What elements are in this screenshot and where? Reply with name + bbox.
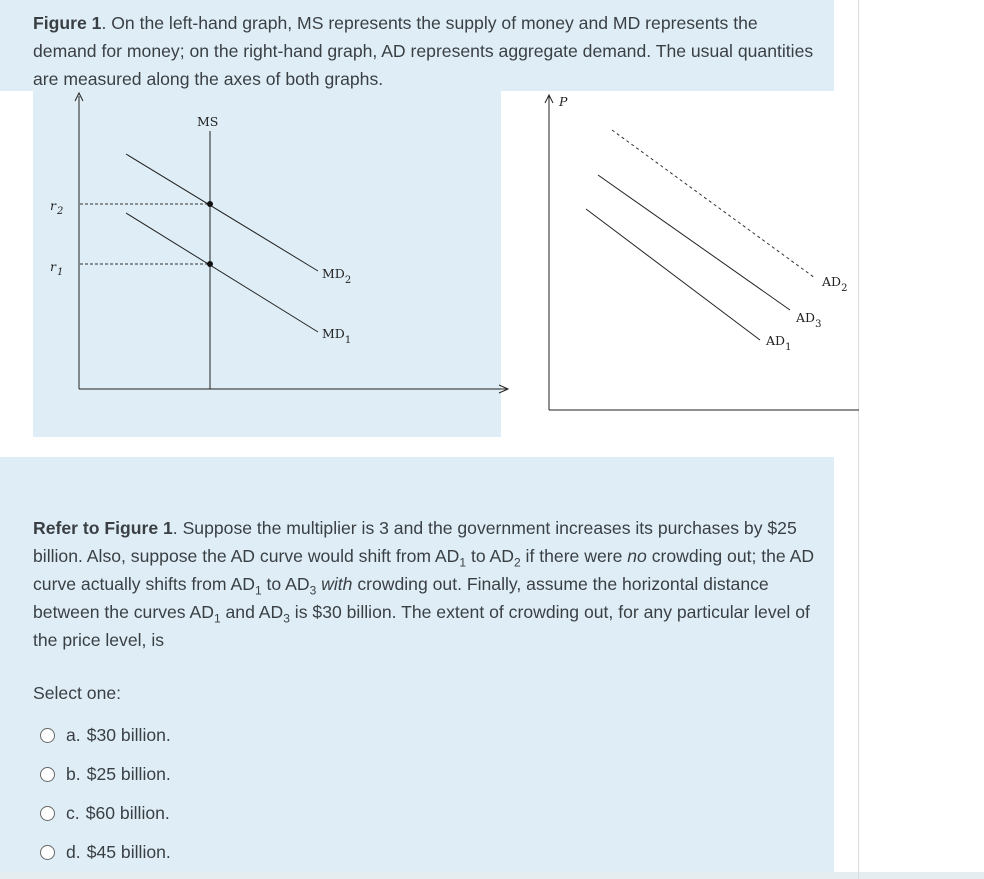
question-part: to AD (466, 546, 514, 566)
r2-label: r (50, 198, 56, 213)
ad2-sub: 2 (841, 283, 848, 294)
question-sub: 1 (459, 555, 467, 570)
md2-curve (126, 154, 318, 271)
option-letter: d. (66, 842, 81, 862)
option-letter: a. (66, 725, 81, 745)
question-text (33, 514, 823, 654)
question-part: and AD (220, 602, 284, 622)
question-part: is $30 billion. The extent of crowding out, for any particular level of the price level, is (33, 602, 810, 650)
question-sub: 1 (254, 583, 262, 598)
md2-sub: 2 (344, 275, 352, 286)
ad3-label: AD (796, 310, 816, 325)
svg-text:r1 (50, 259, 63, 278)
svg-text:AD2 (821, 274, 847, 294)
ad1-curve (586, 209, 760, 340)
r1-label: r (50, 259, 56, 274)
p-axis-label: P (559, 94, 568, 109)
question-sub: 2 (513, 555, 521, 570)
question-emphasis: with (321, 574, 353, 594)
question-sub: 3 (309, 583, 317, 598)
question-part: if there were (520, 546, 628, 566)
equilibrium-point-2 (207, 201, 213, 207)
option-a[interactable] (40, 716, 171, 755)
question-figure-ref: Refer to Figure 1 (33, 518, 173, 538)
ad3-sub: 3 (815, 319, 822, 330)
ad2-label: AD (822, 274, 842, 289)
md1-sub: 1 (344, 335, 352, 346)
r1-sub: 1 (56, 267, 64, 278)
answer-options (40, 716, 171, 872)
svg-text:MD2 (322, 266, 351, 286)
select-one-label: Select one: (33, 683, 122, 703)
radio-a[interactable] (40, 728, 55, 743)
ad1-label: AD (766, 333, 786, 348)
option-text: $45 billion. (86, 842, 171, 862)
option-text: $60 billion. (85, 803, 170, 823)
svg-text:r2 (50, 198, 63, 217)
question-sub: 3 (283, 611, 290, 626)
svg-text:AD1 (765, 333, 791, 353)
figure-caption-label: Figure 1 (33, 13, 102, 33)
question-part: to AD (261, 574, 310, 594)
equilibrium-point-1 (207, 261, 213, 267)
option-letter: c. (66, 803, 80, 823)
option-text: $25 billion. (86, 764, 171, 784)
md2-label: MD (322, 266, 345, 281)
ad1-sub: 1 (785, 342, 792, 353)
r2-sub: 2 (56, 206, 64, 217)
svg-text:MD1 (322, 326, 351, 346)
radio-d[interactable] (40, 845, 55, 860)
option-b[interactable] (40, 755, 171, 794)
question-part: . Suppose the multiplier is 3 and the government increases its purchases by $25 billion. Also, suppose the AD curve would shift from AD (33, 518, 797, 566)
option-text: $30 billion. (86, 725, 171, 745)
radio-b[interactable] (40, 767, 55, 782)
svg-text:AD3 (795, 310, 821, 330)
money-market-graph (50, 93, 508, 393)
question-part: crowding out. Finally, assume the horizontal distance between the curves AD (33, 574, 769, 622)
question-part: crowding out; the AD curve actually shifts from AD (33, 546, 815, 594)
question-emphasis: no (627, 546, 647, 566)
question-sub: 1 (213, 611, 221, 626)
md1-curve (126, 213, 318, 332)
option-c[interactable] (40, 794, 171, 833)
aggregate-demand-graph (545, 94, 859, 410)
ms-label: MS (197, 114, 219, 129)
radio-c[interactable] (40, 806, 55, 821)
figure-caption-text: . On the left-hand graph, MS represents the supply of money and MD represents the demand for money; on the right-hand graph, AD represents aggregate demand. The usual quantities are measured along the axes of both graphs. (33, 13, 814, 89)
option-letter: b. (66, 764, 81, 784)
md1-label: MD (322, 326, 345, 341)
option-d[interactable] (40, 833, 171, 872)
